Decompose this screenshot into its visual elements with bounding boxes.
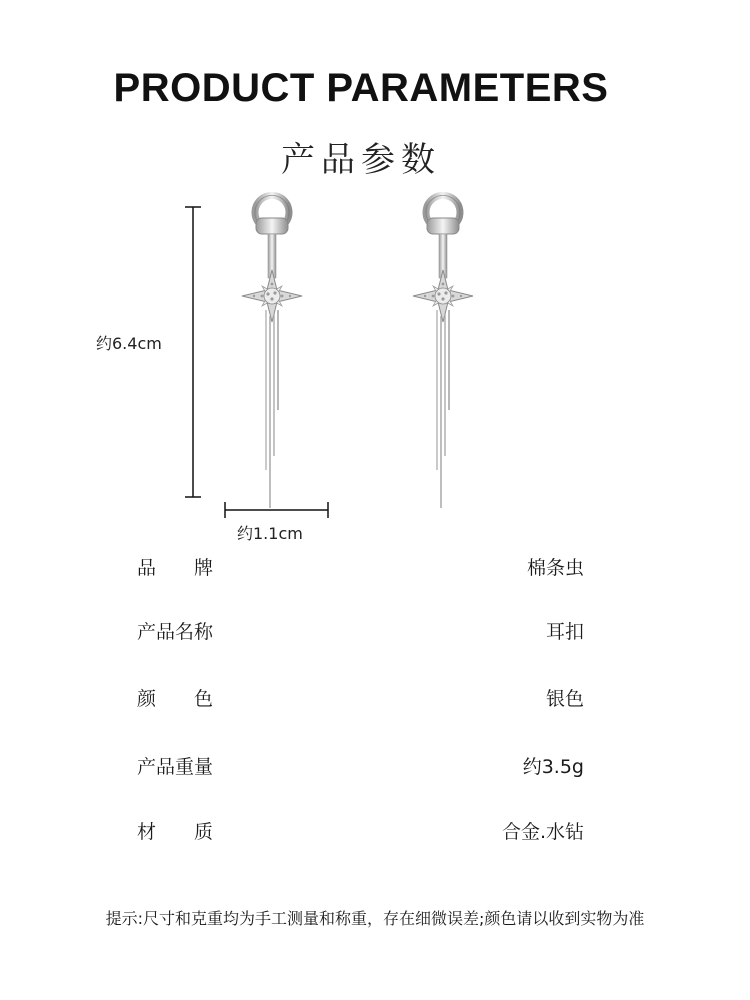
height-dimension-line: [185, 207, 201, 497]
param-label: 品 牌: [137, 557, 214, 579]
title-chinese: 产品参数: [281, 140, 441, 180]
param-value: 棉条虫: [526, 557, 584, 579]
param-row-brand: [0, 553, 750, 583]
param-value: 约3.5g: [522, 756, 584, 778]
param-value: 耳扣: [545, 621, 584, 643]
param-value: 银色: [545, 688, 584, 710]
param-label: 产品名称: [137, 621, 214, 643]
earring-left: [242, 195, 302, 508]
param-label: 产品重量: [137, 756, 214, 778]
title-english: PRODUCT PARAMETERS: [113, 66, 609, 110]
param-label: 材 质: [137, 821, 214, 843]
param-row-color: [0, 684, 750, 714]
param-label: 颜 色: [137, 688, 214, 710]
height-measurement: 约6.4cm: [96, 334, 162, 353]
earring-right: [413, 195, 473, 508]
width-dimension-line: [225, 502, 328, 518]
param-value: 合金.水钻: [501, 821, 584, 843]
earrings-illustration: [0, 190, 750, 530]
width-measurement: 约1.1cm: [237, 524, 303, 543]
footer-note: 提示:尺寸和克重均为手工测量和称重，存在细微误差;颜色请以收到实物为准: [105, 909, 645, 928]
param-row-material: [0, 817, 750, 847]
param-row-product-name: [0, 617, 750, 647]
param-row-weight: [0, 752, 750, 782]
